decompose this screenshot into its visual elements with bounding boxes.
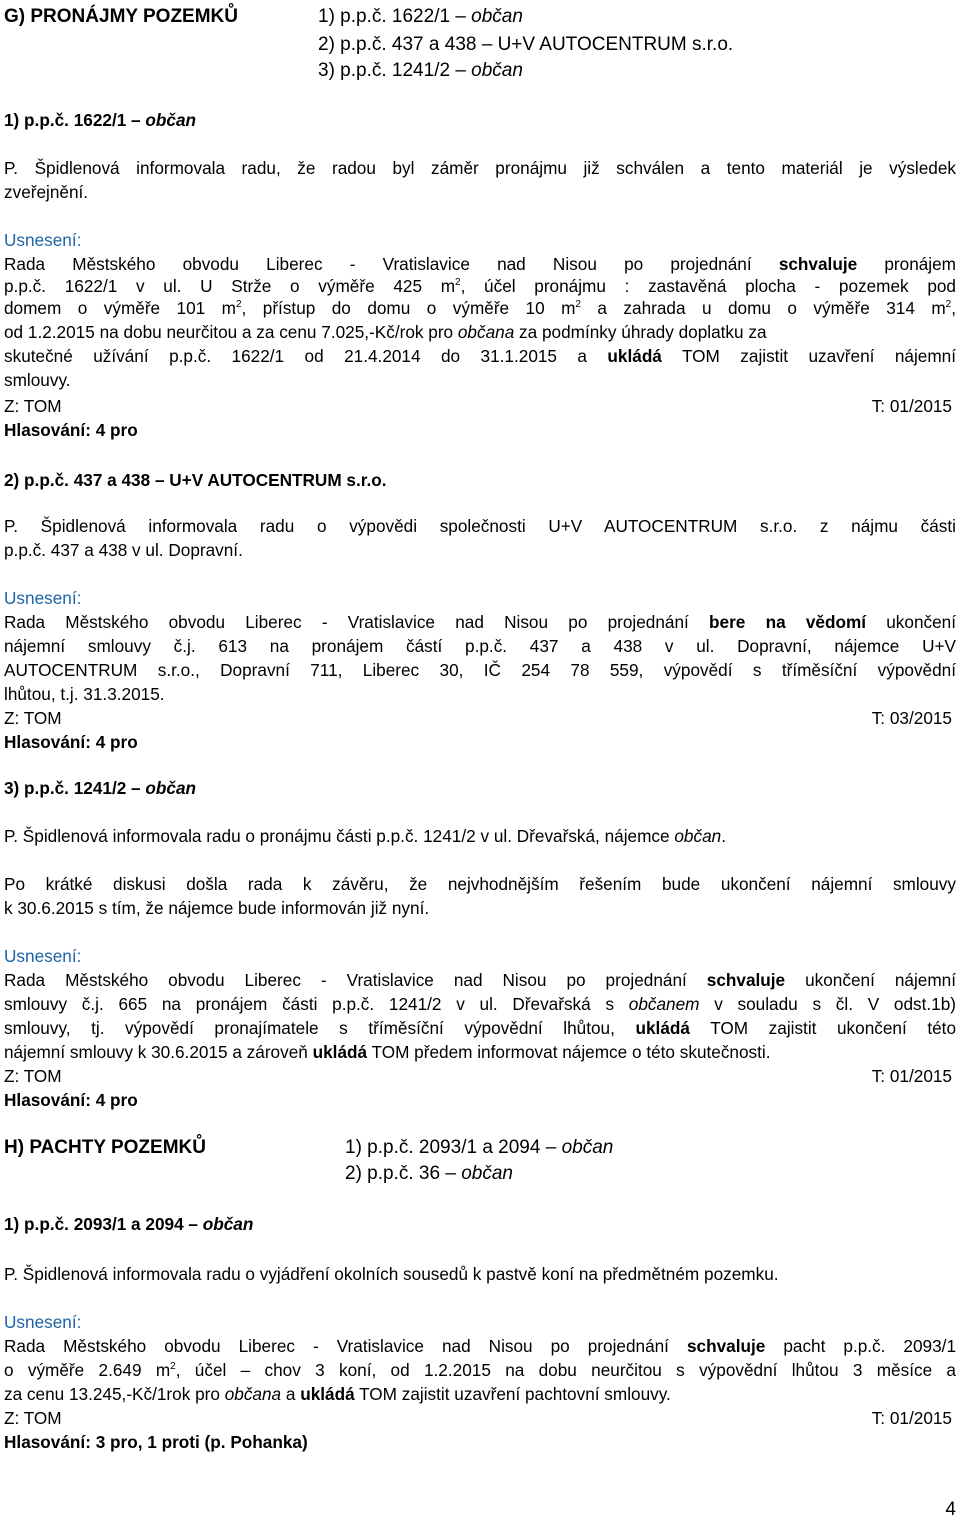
item-heading: 1) p.p.č. 1622/1 – občan xyxy=(4,110,197,130)
resolution-line: domem o výměře 101 $m^2$, přístup do domu o výměře 10 $m^2$ a zahrada u domu o výměře 314 $m^2$, xyxy=(4,298,956,318)
item-heading: 1) p.p.č. 2093/1 a 2094 – občan xyxy=(4,1214,254,1234)
usneseni-label: Usnesení: xyxy=(4,588,82,608)
deadline: T: 01/2015 xyxy=(871,1408,952,1428)
resolution-line: skutečné užívání p.p.č. 1622/1 od 21.4.2014 do 31.1.2015 a ukládá TOM zajistit uzavření nájemní xyxy=(4,346,956,366)
deadline: T: 01/2015 xyxy=(871,1066,952,1086)
responsible-line: Z: TOM xyxy=(4,396,62,416)
usneseni-label: Usnesení: xyxy=(4,946,82,966)
deadline: T: 01/2015 xyxy=(871,396,952,416)
vote-line: Hlasování: 4 pro xyxy=(4,732,138,752)
info-line: P. Špidlenová informovala radu o vyjádření okolních sousedů k pastvě koní na předmětném pozemku. xyxy=(4,1264,779,1284)
vote-line: Hlasování: 4 pro xyxy=(4,420,138,440)
info-line: P. Špidlenová informovala radu o výpovědi společnosti U+V AUTOCENTRUM s.r.o. z nájmu části xyxy=(4,516,956,536)
section-g-heading: G) PRONÁJMY POZEMKŮ xyxy=(4,6,239,27)
list-item: 1) p.p.č. 1622/1 – občan xyxy=(318,6,523,27)
resolution-line: od 1.2.2015 na dobu neurčitou a za cenu 7.025,-Kč/rok pro občana za podmínky úhrady doplatku za xyxy=(4,322,767,342)
info-line: k 30.6.2015 s tím, že nájemce bude informován již nyní. xyxy=(4,898,430,918)
usneseni-label: Usnesení: xyxy=(4,230,82,250)
list-item: 1) p.p.č. 2093/1 a 2094 – občan xyxy=(345,1137,614,1158)
resolution-line: za cenu 13.245,-Kč/1rok pro občana a ukládá TOM zajistit uzavření pachtovní smlouvy. xyxy=(4,1384,671,1404)
info-line: P. Špidlenová informovala radu o pronájmu části p.p.č. 1241/2 v ul. Dřevařská, nájemce občan. xyxy=(4,826,726,846)
responsible-line: Z: TOM xyxy=(4,1408,62,1428)
vote-line: Hlasování: 4 pro xyxy=(4,1090,138,1110)
item-heading: 3) p.p.č. 1241/2 – občan xyxy=(4,778,197,798)
info-line: zveřejnění. xyxy=(4,182,89,202)
resolution-line: Rada Městského obvodu Liberec - Vratislavice nad Nisou po projednání schvaluje ukončení nájemní xyxy=(4,970,956,990)
resolution-line: p.p.č. 1622/1 v ul. U Strže o výměře 425 $m^2$, účel pronájmu : zastavěná plocha - pozemek pod xyxy=(4,276,956,296)
list-item: 3) p.p.č. 1241/2 – občan xyxy=(318,60,523,81)
resolution-line: AUTOCENTRUM s.r.o., Dopravní 711, Liberec 30, IČ 254 78 559, výpovědí s tříměsíční výpovědní xyxy=(4,660,956,680)
page-number: 4 xyxy=(945,1499,956,1520)
deadline: T: 03/2015 xyxy=(871,708,952,728)
resolution-line: o výměře 2.649 $m^2$, účel – chov 3 koní, od 1.2.2015 na dobu neurčitou s výpovědní lhůtou 3 měsíce a xyxy=(4,1360,956,1380)
resolution-line: smlouvy. xyxy=(4,370,71,390)
resolution-line: Rada Městského obvodu Liberec - Vratislavice nad Nisou po projednání schvaluje pronájem xyxy=(4,254,957,274)
resolution-line: smlouvy č.j. 665 na pronájem části p.p.č. 1241/2 v ul. Dřevařská s občanem v souladu s čl. V odst.1b) xyxy=(4,994,956,1014)
info-line: Po krátké diskusi došla rada k závěru, že nejvhodnějším řešením bude ukončení nájemní smlouvy xyxy=(4,874,956,894)
responsible-line: Z: TOM xyxy=(4,1066,62,1086)
vote-line: Hlasování: 3 pro, 1 proti (p. Pohanka) xyxy=(4,1432,308,1452)
resolution-line: nájemní smlouvy č.j. 613 na pronájem částí p.p.č. 437 a 438 v ul. Dopravní, nájemce U+V xyxy=(4,636,956,656)
resolution-line: nájemní smlouvy k 30.6.2015 a zároveň ukládá TOM předem informovat nájemce o této skutečnosti. xyxy=(4,1042,771,1062)
info-line: P. Špidlenová informovala radu, že radou byl záměr pronájmu již schválen a tento materiál je výsledek xyxy=(4,158,956,178)
resolution-line: Rada Městského obvodu Liberec - Vratislavice nad Nisou po projednání bere na vědomí ukončení xyxy=(4,612,956,632)
resolution-line: Rada Městského obvodu Liberec - Vratislavice nad Nisou po projednání schvaluje pacht p.p.č. 2093/1 xyxy=(4,1336,957,1356)
resolution-line: smlouvy, tj. výpovědí pronajímatele s tříměsíční výpovědní lhůtou, ukládá TOM zajistit ukončení této xyxy=(4,1018,956,1038)
responsible-line: Z: TOM xyxy=(4,708,62,728)
list-item: 2) p.p.č. 437 a 438 – U+V AUTOCENTRUM s.r.o. xyxy=(318,34,734,55)
list-item: 2) p.p.č. 36 – občan xyxy=(345,1163,513,1184)
info-line: p.p.č. 437 a 438 v ul. Dopravní. xyxy=(4,540,243,560)
usneseni-label: Usnesení: xyxy=(4,1312,82,1332)
item-heading: 2) p.p.č. 437 a 438 – U+V AUTOCENTRUM s.r.o. xyxy=(4,470,387,490)
section-h-heading: H) PACHTY POZEMKŮ xyxy=(4,1137,206,1158)
resolution-line: lhůtou, t.j. 31.3.2015. xyxy=(4,684,165,704)
